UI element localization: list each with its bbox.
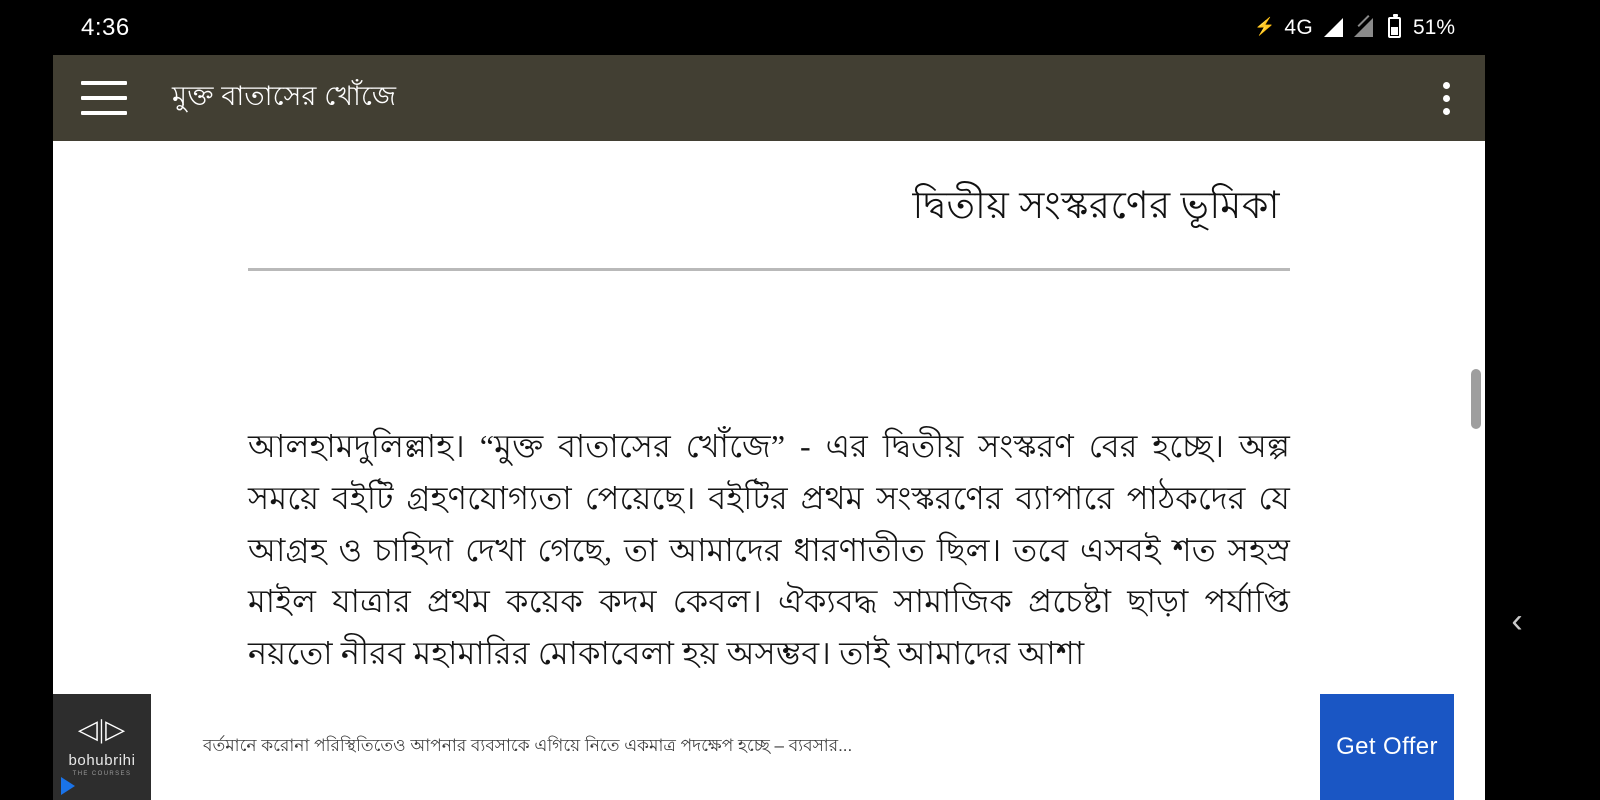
vertical-scrollbar-thumb[interactable]: [1471, 369, 1481, 429]
page-content: [53, 176, 1485, 694]
chapter-heading: দ্বিতীয় সংস্করণের ভূমিকা: [912, 185, 1280, 227]
right-bezel: [1485, 0, 1600, 800]
hamburger-menu-icon[interactable]: [81, 81, 127, 115]
ad-text: বর্তমানে করোনা পরিস্থিতিতেও আপনার ব্যবসাকে এগিয়ে নিতে একমাত্র পদক্ষেপ হচ্ছে – ব্যবসার...: [203, 736, 853, 755]
network-type-label: 4G: [1284, 15, 1313, 39]
bolt-icon: ⚡: [1254, 17, 1276, 36]
status-indicators: [1254, 16, 1455, 40]
reader-page[interactable]: [53, 141, 1485, 694]
status-clock: 4:36: [81, 13, 130, 41]
status-bar: [53, 0, 1485, 55]
adchoices-icon[interactable]: [57, 775, 79, 797]
signal-bars-icon: [1324, 18, 1343, 37]
page-body-text: আলহামদুলিল্লাহ। “মুক্ত বাতাসের খোঁজে” - এর দ্বিতীয় সংস্করণ বের হচ্ছে। অল্প সময়ে বইটি গ্রহণযোগ্যতা পেয়েছে। বইটির প্রথম সংস্করণের ব্যাপারে পাঠকদের যে আগ্রহ ও চাহিদা দেখা গেছে, তা আমাদের ধারণাতীত ছিল। তবে এসবই শত সহস্র মাইল যাত্রার প্রথম কয়েক কদম কেবল। ঐক্যবদ্ধ সামাজিক প্রচেষ্টা ছাড়া পর্যাপ্তি নয়তো নীরব মহামারির মোকাবেলা হয় অসম্ভব। তাই আমাদের আশা: [248, 428, 1290, 672]
ad-brand-mark: ◁|▷: [77, 715, 127, 744]
ad-banner[interactable]: [53, 694, 1485, 800]
ad-brand-thumbnail: [53, 694, 151, 800]
left-bezel: [0, 0, 53, 800]
more-vertical-icon[interactable]: [1443, 82, 1451, 115]
get-offer-button[interactable]: Get Offer: [1320, 694, 1454, 800]
ad-brand-subtitle: THE COURSES: [72, 771, 132, 777]
app-bar: [53, 55, 1485, 141]
chevron-left-icon[interactable]: ‹: [1511, 602, 1523, 640]
signal-bars-off-icon: [1354, 18, 1373, 37]
heading-divider: [248, 268, 1290, 271]
battery-icon: [1388, 17, 1401, 38]
battery-percent-label: 51%: [1412, 15, 1455, 39]
app-title: মুক্ত বাতাসের খোঁজে: [172, 80, 397, 111]
ad-brand-name: bohubrihi: [68, 752, 136, 769]
